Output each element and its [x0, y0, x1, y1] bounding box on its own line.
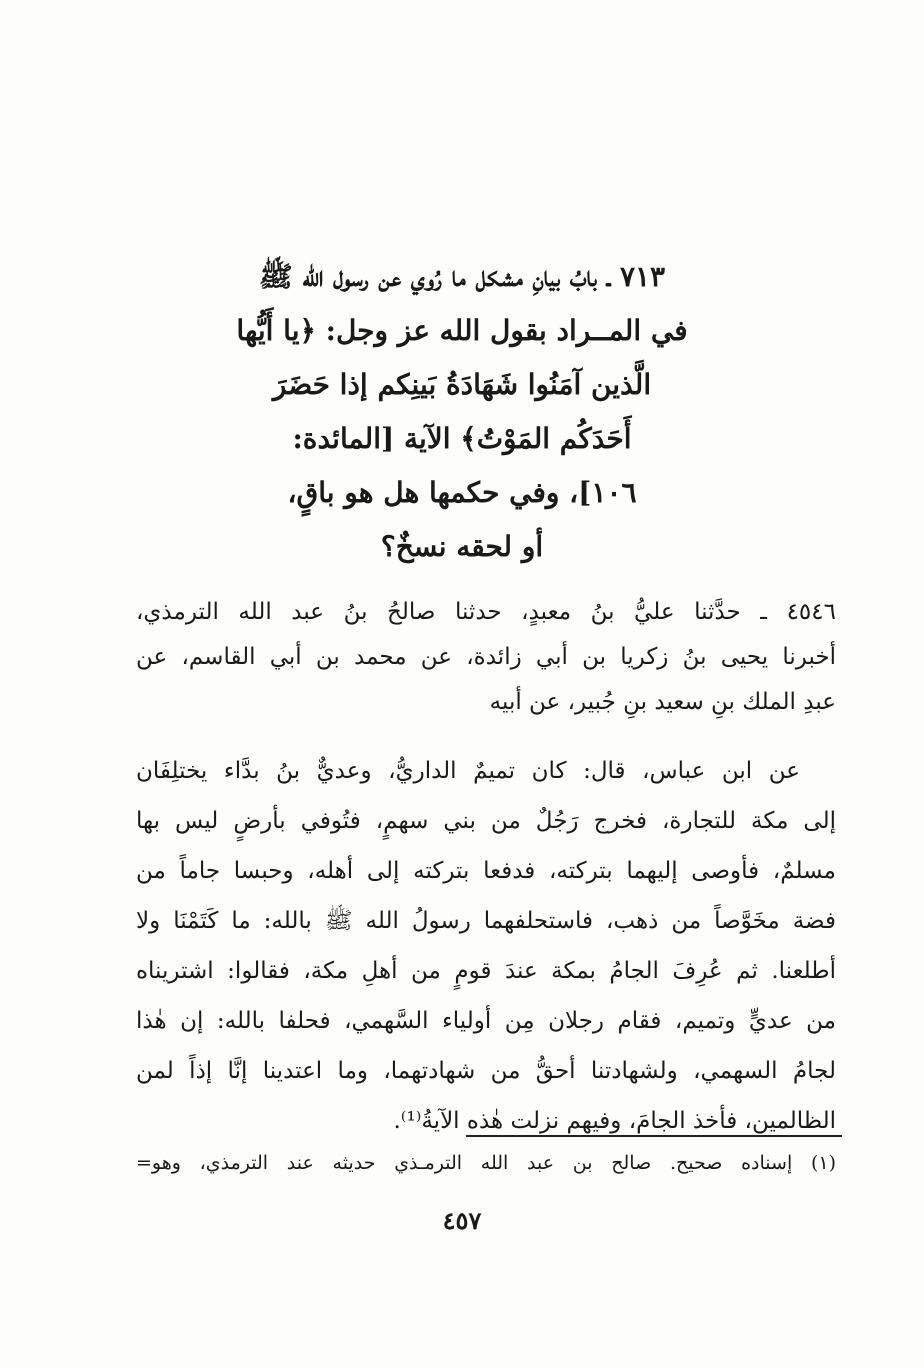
- text-line: إلى مكة للتجارة، فخرج رَجُلٌ من بني سهمٍ، فتُوفي بأرضٍ ليس بها: [136, 808, 836, 834]
- hadith-text: [136, 746, 836, 1146]
- chain-line: عبدِ الملك بنِ سعيد بنِ جُبير، عن أبيه: [489, 689, 836, 715]
- text-line: لجامُ السهمي، ولشهادتنا أحقُّ من شهادتهما، وما اعتدينا إنَّا إذاً لمن: [136, 1058, 836, 1084]
- heading-line: ١٠٦]، وفي حكمها هل هو باقٍ،: [287, 476, 637, 509]
- chain-line: أخبرنا يحيى بنُ زكريا بن أبي زائدة، عن محمد بن أبي القاسم، عن: [136, 644, 836, 670]
- text-line: من عديٍّ وتميم، فقام رجلان مِن أولياء السَّهمي، فحلفا بالله: إن هٰذا: [136, 1008, 836, 1034]
- text-line: مسلمٌ، فأوصى إليهما بتركته، فدفعا بتركته إلى أهله، وحبسا جاماً من: [136, 858, 836, 884]
- heading-line: أَحَدَكُم المَوْتُ﴾ الآية [المائدة:: [292, 422, 632, 455]
- text-line: عن ابن عباس، قال: كان تميمٌ الداريُّ، وعديٌّ بنُ بدَّاء يختلِفَان: [136, 758, 800, 784]
- heading-line: الَّذين آمَنُوا شَهَادَةُ بَينِكم إذا حَضَرَ: [272, 368, 652, 401]
- hadith-chain: [136, 590, 836, 725]
- chain-line: ٤٥٤٦ ـ حدَّثنا عليُّ بنُ معبدٍ، حدثنا صالحُ بنُ عبد الله الترمذي،: [136, 599, 836, 625]
- heading-line: أو لحقه نسخٌ؟: [380, 530, 544, 563]
- text-line: الظالمين، فأخذ الجامَ، وفيهم نزلت هٰذه الآيةُ⁽¹⁾.: [393, 1108, 836, 1134]
- heading-line: في المــراد بقول الله عز وجل: ﴿يا أَيُّها: [236, 314, 688, 347]
- text-line: فضة مخَوَّصاً من ذهب، فاستحلفهما رسولُ الله ﷺ بالله: ما كَتَمْنَا ولا: [136, 908, 836, 934]
- chapter-heading: [160, 250, 764, 574]
- page-number: ٤٥٧: [442, 1206, 482, 1235]
- footnote: (١) إسناده صحيح. صالح بن عبد الله الترمـذي حديثه عند الترمذي، وهو=: [136, 1152, 836, 1174]
- heading-line: ٧١٣ ـ بابُ بيانِ مشكل ما رُوي عن رسول الله ﷺ: [258, 260, 666, 293]
- footnote-divider: [466, 1135, 842, 1137]
- text-line: أطلعنا. ثم عُرِفَ الجامُ بمكة عندَ قومٍ من أهلِ مكة، فقالوا: اشتريناه: [136, 958, 836, 984]
